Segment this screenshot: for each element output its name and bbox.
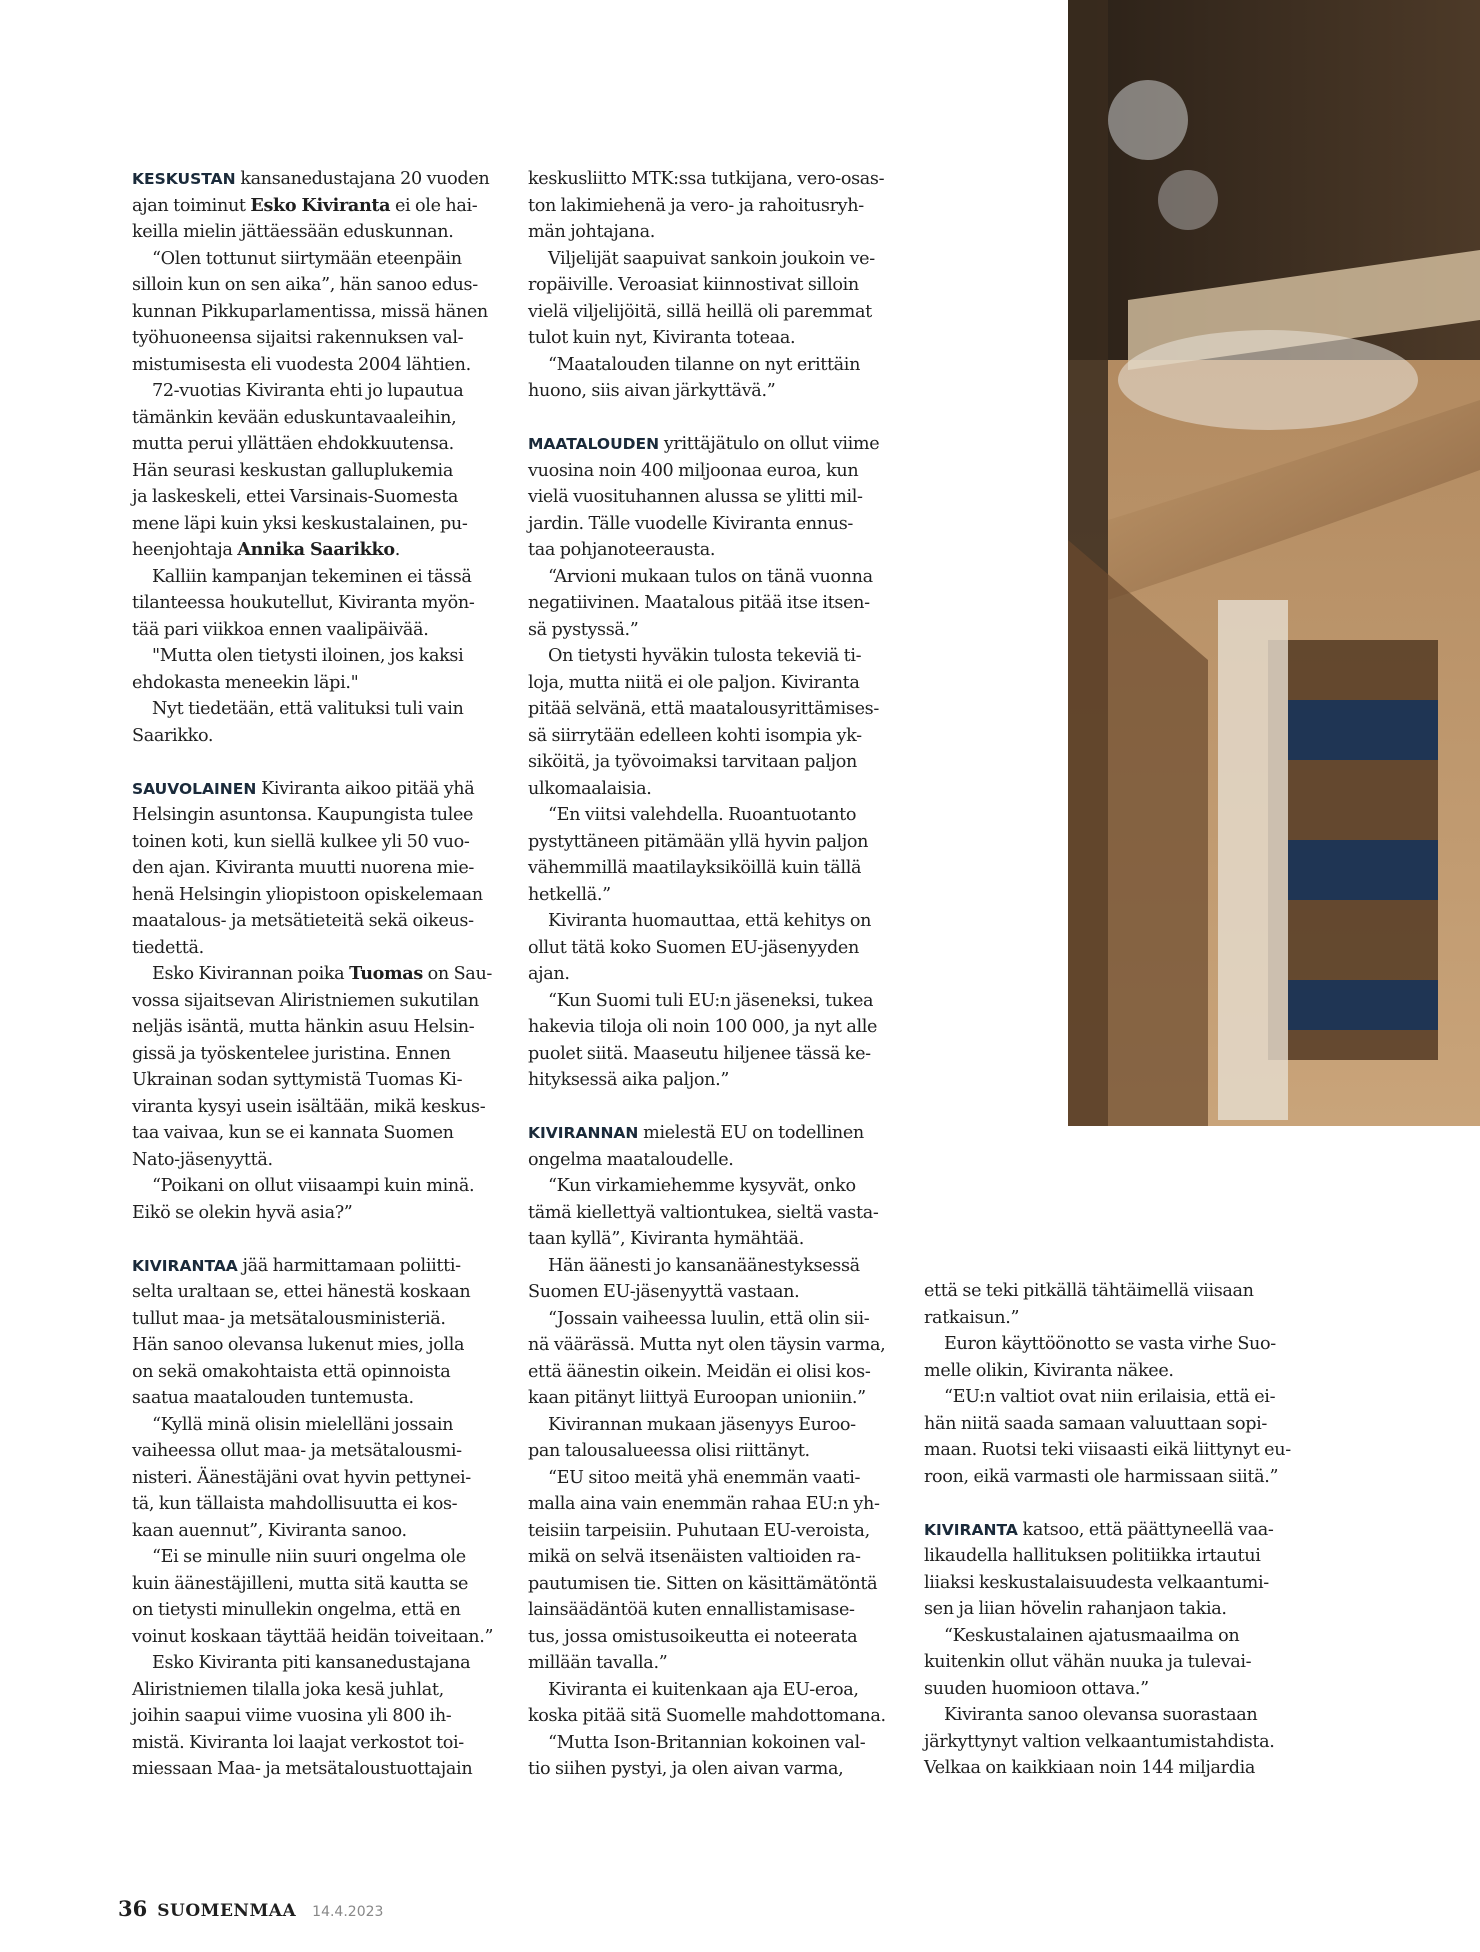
text-line xyxy=(528,1014,900,1041)
text-run: että se teki pitkällä tähtäimellä viisaan xyxy=(924,1281,1254,1301)
text-run: ehdokasta meneekin läpi." xyxy=(132,672,359,693)
text-line xyxy=(132,1571,504,1598)
text-run: ja laskeskeli, ettei Varsinais-Suomesta xyxy=(132,487,459,507)
text-line xyxy=(924,1623,1296,1650)
text-run: sen ja liian hövelin rahanjaon takia. xyxy=(924,1599,1227,1619)
text-run: nä väärässä. Mutta nyt olen täysin varma, xyxy=(528,1335,886,1355)
text-line xyxy=(528,458,900,485)
text-line xyxy=(528,193,900,220)
text-run: ongelma maataloudelle. xyxy=(528,1149,734,1170)
text-run: kaan auennut”, Kiviranta sanoo. xyxy=(132,1520,407,1541)
text-run: taan kyllä”, Kiviranta hymähtää. xyxy=(528,1229,804,1249)
text-run: ulkomaalaisia. xyxy=(528,778,652,799)
text-run: . xyxy=(394,540,400,560)
text-line xyxy=(924,1437,1296,1464)
text-run: mistä. Kiviranta loi laajat verkostot toi- xyxy=(132,1732,464,1753)
text-line xyxy=(528,246,900,273)
text-run: vossa sijaitsevan Aliristniemen sukutilan xyxy=(132,990,479,1011)
text-line xyxy=(132,246,504,273)
text-line xyxy=(528,1703,900,1730)
text-line xyxy=(132,1597,504,1624)
person-name: Annika Saarikko xyxy=(237,539,395,560)
text-line xyxy=(924,1729,1296,1756)
text-line xyxy=(528,1624,900,1651)
text-run: yrittäjätulo on ollut viime xyxy=(659,434,880,454)
text-line xyxy=(132,193,504,220)
text-run: selta uraltaan se, ettei hänestä koskaan xyxy=(132,1282,471,1302)
text-line xyxy=(132,1253,504,1280)
text-line xyxy=(528,1650,900,1677)
text-line xyxy=(132,696,504,723)
section-lead-word: KIVIRANTA xyxy=(924,1520,1018,1539)
text-run: keilla mielin jättäessään eduskunnan. xyxy=(132,222,454,242)
person-name: Esko Kiviranta xyxy=(250,194,391,216)
text-line xyxy=(132,961,504,988)
text-line xyxy=(132,643,504,670)
text-line xyxy=(924,1755,1296,1782)
text-run: keskusliitto MTK:ssa tutkijana, vero-osas- xyxy=(528,169,885,189)
text-run: On tietysti hyväkin tulosta tekeviä ti- xyxy=(548,646,862,666)
section-lead-word: KESKUSTAN xyxy=(132,170,236,188)
section-lead-word: SAUVOLAINEN xyxy=(132,779,257,798)
text-line xyxy=(132,1703,504,1730)
text-line xyxy=(132,670,504,697)
text-run: “EU:n valtiot ovat niin erilaisia, että ei- xyxy=(944,1387,1276,1407)
text-line xyxy=(132,484,504,511)
text-run: henä Helsingin yliopistoon opiskelemaan xyxy=(132,884,483,905)
text-line xyxy=(528,1438,900,1465)
text-line xyxy=(132,272,504,299)
text-run: “Jossain vaiheessa luulin, että olin sii- xyxy=(548,1308,870,1329)
text-line xyxy=(528,1385,900,1412)
text-line xyxy=(132,166,504,193)
text-line xyxy=(528,1041,900,1068)
text-run: katsoo, että päättyneellä vaa- xyxy=(1017,1519,1274,1540)
text-run: vielä vuosituhannen alussa se ylitti mil- xyxy=(528,487,863,507)
text-run: tio siihen pystyi, ja olen aivan varma, xyxy=(528,1759,844,1779)
text-line xyxy=(528,1147,900,1174)
text-run: Kalliin kampanjan tekeminen ei tässä xyxy=(152,566,472,587)
text-run: vuosina noin 400 miljoonaa euroa, kun xyxy=(528,460,859,481)
text-run: Velkaa on kaikkiaan noin 144 miljardia xyxy=(924,1758,1256,1778)
text-run: “Olen tottunut siirtymään eteenpäin xyxy=(152,248,462,269)
text-run: heenjohtaja xyxy=(132,540,238,560)
text-run: gissä ja työskentelee juristina. Ennen xyxy=(132,1043,451,1064)
text-line xyxy=(132,299,504,326)
text-run: saatua maatalouden tuntemusta. xyxy=(132,1388,414,1408)
text-line xyxy=(528,299,900,326)
text-line xyxy=(528,537,900,564)
text-line xyxy=(528,1571,900,1598)
text-line xyxy=(924,1411,1296,1438)
text-line xyxy=(924,1278,1296,1305)
text-run: kunnan Pikkuparlamentissa, missä hänen xyxy=(132,301,488,322)
text-run: ajan. xyxy=(528,964,570,984)
text-run: mutta perui yllättäen ehdokkuutensa. xyxy=(132,434,454,454)
text-line xyxy=(528,484,900,511)
text-line xyxy=(528,776,900,803)
text-line xyxy=(132,617,504,644)
text-line xyxy=(132,882,504,909)
text-run: ropäiville. Veroasiat kiinnostivat silloin xyxy=(528,275,859,295)
text-line xyxy=(528,855,900,882)
text-line xyxy=(528,1279,900,1306)
text-run: Kiviranta aikoo pitää yhä xyxy=(256,778,475,799)
text-line xyxy=(528,1226,900,1253)
text-line xyxy=(924,1702,1296,1729)
text-run: ratkaisun.” xyxy=(924,1307,1020,1328)
text-run: puolet siitä. Maaseutu hiljenee tässä ke- xyxy=(528,1043,871,1064)
text-line xyxy=(132,1624,504,1651)
text-run: hetkellä.” xyxy=(528,884,611,905)
text-run: pitää selvänä, että maatalousyrittämises- xyxy=(528,699,879,719)
text-line xyxy=(528,1200,900,1227)
text-run: tulot kuin nyt, Kiviranta toteaa. xyxy=(528,328,796,348)
text-run: “En viitsi valehdella. Ruoantuotanto xyxy=(548,805,857,825)
text-run: Kiviranta ei kuitenkaan aja EU-eroa, xyxy=(548,1679,859,1700)
text-line xyxy=(132,352,504,379)
text-run: Esko Kiviranta piti kansanedustajana xyxy=(152,1653,471,1673)
text-run: den ajan. Kiviranta muutti nuorena mie- xyxy=(132,858,474,878)
text-line xyxy=(132,1173,504,1200)
text-run: voinut koskaan täyttää heidän toiveitaan.” xyxy=(132,1626,494,1647)
text-run: Kiviranta sanoo olevansa suorastaan xyxy=(944,1705,1258,1725)
text-run: “Poikani on ollut viisaampi kuin minä. xyxy=(152,1176,475,1196)
text-line xyxy=(528,617,900,644)
text-run: Saarikko. xyxy=(132,725,214,746)
text-line xyxy=(132,1491,504,1518)
text-run: on Sau- xyxy=(422,964,493,984)
text-line xyxy=(132,908,504,935)
text-line xyxy=(924,1384,1296,1411)
page-number: 36 xyxy=(118,1896,148,1921)
text-line xyxy=(132,431,504,458)
text-line xyxy=(132,802,504,829)
text-line xyxy=(528,988,900,1015)
publication-name: SUOMENMAA xyxy=(157,1901,297,1921)
text-run: mene läpi kuin yksi keskustalainen, pu- xyxy=(132,513,468,534)
text-line xyxy=(528,723,900,750)
text-line xyxy=(132,1200,504,1227)
text-run: “Kun Suomi tuli EU:n jäseneksi, tukea xyxy=(548,990,874,1011)
text-run: lainsäädäntöä kuten ennallistamisase- xyxy=(528,1600,855,1620)
text-line xyxy=(132,511,504,538)
text-line xyxy=(132,1730,504,1757)
text-run: että äänestin oikein. Meidän ei olisi kos- xyxy=(528,1361,871,1382)
text-run: roon, eikä varmasti ole harmissaan siitä.” xyxy=(924,1466,1279,1487)
text-run: 72-vuotias Kiviranta ehti jo lupautua xyxy=(152,381,464,401)
text-line xyxy=(528,564,900,591)
text-line xyxy=(528,1173,900,1200)
text-run: millään tavalla.” xyxy=(528,1653,668,1673)
text-run: työhuoneensa sijaitsi rakennuksen val- xyxy=(132,328,464,348)
text-run: Aliristniemen tilalla joka kesä juhlat, xyxy=(132,1679,444,1700)
text-line xyxy=(528,1677,900,1704)
text-run: maatalous- ja metsätieteitä sekä oikeus- xyxy=(132,911,474,931)
text-line xyxy=(528,1756,900,1783)
text-run: mikä on selvä itsenäisten valtioiden ra- xyxy=(528,1547,861,1567)
text-line xyxy=(528,378,900,405)
text-line xyxy=(132,219,504,246)
text-line xyxy=(528,961,900,988)
text-run: huono, siis aivan järkyttävä.” xyxy=(528,381,776,401)
text-run: on tietysti minullekin ongelma, että en xyxy=(132,1600,461,1620)
text-run: Esko Kivirannan poika xyxy=(152,964,350,984)
text-run: miessaan Maa- ja metsätaloustuottajain xyxy=(132,1759,473,1779)
text-line xyxy=(132,1094,504,1121)
text-run: toinen koti, kun siellä kulkee yli 50 vuo- xyxy=(132,831,470,852)
text-line xyxy=(132,1041,504,1068)
text-run: Nyt tiedetään, että valituksi tuli vain xyxy=(152,699,464,719)
text-run: “Arvioni mukaan tulos on tänä vuonna xyxy=(548,566,873,587)
text-run: jardin. Tälle vuodelle Kiviranta ennus- xyxy=(528,513,853,534)
text-run: Ukrainan sodan syttymistä Tuomas Ki- xyxy=(132,1070,463,1090)
text-run: hän niitä saada samaan valuuttaan sopi- xyxy=(924,1413,1268,1434)
text-line xyxy=(528,696,900,723)
text-run: mielestä EU on todellinen xyxy=(638,1123,864,1143)
text-run: viranta kysyi usein isältään, mikä keskus- xyxy=(132,1096,486,1117)
text-run: Euron käyttöönotto se vasta virhe Suo- xyxy=(944,1334,1276,1354)
text-line xyxy=(528,431,900,458)
text-line xyxy=(132,325,504,352)
text-line xyxy=(132,1120,504,1147)
text-run: “Mutta Ison-Britannian kokoinen val- xyxy=(548,1732,866,1753)
text-run: Nato-jäsenyyttä. xyxy=(132,1149,273,1170)
text-line xyxy=(528,802,900,829)
text-run: vähemmillä maatilayksiköillä kuin tällä xyxy=(528,858,862,878)
text-line xyxy=(528,1067,900,1094)
text-line xyxy=(528,935,900,962)
text-line xyxy=(528,1544,900,1571)
interior-photo-icon xyxy=(1068,0,1480,1126)
text-run: Kivirannan mukaan jäsenyys Euroo- xyxy=(548,1414,856,1435)
text-line xyxy=(528,1120,900,1147)
text-line xyxy=(528,1597,900,1624)
text-line xyxy=(132,564,504,591)
text-line xyxy=(528,1412,900,1439)
text-line xyxy=(528,219,900,246)
text-run: tää pari viikkoa ennen vaalipäivää. xyxy=(132,619,429,640)
text-line xyxy=(132,776,504,803)
text-run: kaan pitänyt liittyä Euroopan unioniin.” xyxy=(528,1388,866,1408)
text-run: on sekä omakohtaista että opinnoista xyxy=(132,1361,451,1382)
issue-date: 14.4.2023 xyxy=(312,1904,384,1920)
text-line xyxy=(132,1465,504,1492)
text-run: Viljelijät saapuivat sankoin joukoin ve- xyxy=(548,248,875,269)
text-line xyxy=(924,1649,1296,1676)
text-line xyxy=(528,1253,900,1280)
text-line xyxy=(528,1465,900,1492)
text-line xyxy=(132,1306,504,1333)
text-line xyxy=(132,855,504,882)
text-line xyxy=(132,1650,504,1677)
text-run: Hän sanoo olevansa lukenut mies, jolla xyxy=(132,1335,465,1355)
text-run: kansanedustajana 20 vuoden xyxy=(235,169,490,189)
text-run: loja, mutta niitä ei ole paljon. Kiviranta xyxy=(528,672,860,693)
section-lead-word: KIVIRANNAN xyxy=(528,1124,639,1142)
text-line xyxy=(132,1677,504,1704)
text-run: sä siirrytään edelleen kohti isompia yk- xyxy=(528,725,862,746)
text-run: “Keskustalainen ajatusmaailma on xyxy=(944,1625,1240,1646)
text-line xyxy=(132,723,504,750)
text-run: ollut tätä koko Suomen EU-jäsenyyden xyxy=(528,937,859,958)
text-run: tullut maa- ja metsätalousministeriä. xyxy=(132,1308,446,1329)
text-line xyxy=(132,1412,504,1439)
text-line xyxy=(132,1014,504,1041)
text-run: silloin kun on sen aika”, hän sanoo edus- xyxy=(132,275,478,295)
text-run: likaudella hallituksen politiikka irtautui xyxy=(924,1546,1261,1566)
text-line xyxy=(528,325,900,352)
text-line xyxy=(528,1491,900,1518)
article-column-1 xyxy=(132,166,504,1783)
text-line xyxy=(132,537,504,564)
text-line xyxy=(924,1543,1296,1570)
text-run: ajan toiminut xyxy=(132,195,251,216)
text-run: teisiin tarpeisiin. Puhutaan EU-veroista, xyxy=(528,1520,870,1541)
text-line xyxy=(528,511,900,538)
text-run: tämänkin kevään eduskuntavaaleihin, xyxy=(132,407,457,428)
text-run: joihin saapui viime vuosina yli 800 ih- xyxy=(132,1706,452,1726)
text-line xyxy=(528,1359,900,1386)
text-run: “Maatalouden tilanne on nyt erittäin xyxy=(548,354,861,375)
text-run: “Ei se minulle niin suuri ongelma ole xyxy=(152,1547,466,1567)
text-run: tilanteessa houkutellut, Kiviranta myön- xyxy=(132,593,475,613)
text-line xyxy=(132,1147,504,1174)
text-line xyxy=(132,1518,504,1545)
text-run: män johtajana. xyxy=(528,222,655,242)
text-run: sä pystyssä.” xyxy=(528,619,639,640)
text-line xyxy=(132,1756,504,1783)
text-line xyxy=(528,908,900,935)
text-line xyxy=(924,1331,1296,1358)
section-lead-word: MAATALOUDEN xyxy=(528,435,660,453)
text-line xyxy=(132,1067,504,1094)
text-run: pan talousalueessa olisi riittänyt. xyxy=(528,1441,810,1461)
text-line xyxy=(924,1464,1296,1491)
text-run: tus, jossa omistusoikeutta ei noteerata xyxy=(528,1626,858,1647)
text-run: malla aina vain enemmän rahaa EU:n yh- xyxy=(528,1494,880,1514)
text-run: melle olikin, Kiviranta näkee. xyxy=(924,1360,1174,1381)
text-line xyxy=(132,405,504,432)
text-run: hityksessä aika paljon.” xyxy=(528,1070,730,1090)
article-column-3 xyxy=(924,1278,1296,1782)
text-line xyxy=(132,829,504,856)
text-run: pystyttäneen pitämään yllä hyvin paljon xyxy=(528,831,869,852)
text-run: vielä viljelijöitä, sillä heillä oli paremmat xyxy=(528,301,872,322)
text-line xyxy=(132,988,504,1015)
article-column-2 xyxy=(528,166,900,1783)
text-line xyxy=(528,829,900,856)
text-line xyxy=(132,458,504,485)
text-line xyxy=(924,1570,1296,1597)
text-run: pautumisen tie. Sitten on käsittämätöntä xyxy=(528,1573,878,1594)
text-run: nisteri. Äänestäjäni ovat hyvin pettynei- xyxy=(132,1467,471,1488)
text-run: siköitä, ja työvoimaksi tarvitaan paljon xyxy=(528,752,857,772)
text-line xyxy=(528,643,900,670)
text-run: Eikö se olekin hyvä asia?” xyxy=(132,1202,353,1223)
text-line xyxy=(924,1676,1296,1703)
text-line xyxy=(528,590,900,617)
text-run: ei ole hai- xyxy=(390,195,478,216)
text-line xyxy=(528,882,900,909)
text-run: neljäs isäntä, mutta hänkin asuu Helsin- xyxy=(132,1017,475,1037)
text-run: Helsingin asuntonsa. Kaupungista tulee xyxy=(132,805,474,825)
text-line xyxy=(528,1730,900,1757)
text-line xyxy=(528,166,900,193)
text-line xyxy=(132,1544,504,1571)
text-run: “Kun virkamiehemme kysyvät, onko xyxy=(548,1176,856,1196)
section-lead-word: KIVIRANTAA xyxy=(132,1256,238,1275)
text-run: tämä kiellettyä valtiontukea, sieltä vasta- xyxy=(528,1202,879,1223)
text-run: Hän seurasi keskustan galluplukemia xyxy=(132,460,453,481)
text-line xyxy=(132,1438,504,1465)
text-run: vaiheessa ollut maa- ja metsätalousmi- xyxy=(132,1441,462,1461)
text-run: Kiviranta huomauttaa, että kehitys on xyxy=(548,911,872,931)
text-line xyxy=(528,1306,900,1333)
text-run: mistumisesta eli vuodesta 2004 lähtien. xyxy=(132,354,471,375)
text-line xyxy=(528,272,900,299)
text-run: hakevia tiloja oli noin 100 000, ja nyt alle xyxy=(528,1017,878,1037)
text-line xyxy=(528,749,900,776)
text-line xyxy=(528,1332,900,1359)
person-name: Tuomas xyxy=(349,963,423,984)
text-run: maan. Ruotsi teki viisaasti eikä liittynyt eu- xyxy=(924,1440,1291,1460)
text-run: liiaksi keskustalaisuudesta velkaantumi- xyxy=(924,1572,1269,1593)
text-run: jää harmittamaan poliitti- xyxy=(237,1255,461,1276)
text-line xyxy=(924,1596,1296,1623)
text-run: tiedettä. xyxy=(132,937,204,958)
text-run: taa vaivaa, kun se ei kannata Suomen xyxy=(132,1123,454,1143)
text-line xyxy=(528,1518,900,1545)
text-run: ton lakimiehenä ja vero- ja rahoitusryh- xyxy=(528,195,864,216)
text-run: negatiivinen. Maatalous pitää itse itsen- xyxy=(528,593,870,613)
text-line xyxy=(924,1517,1296,1544)
text-run: Suomen EU-jäsenyyttä vastaan. xyxy=(528,1282,800,1302)
text-line xyxy=(924,1305,1296,1332)
text-line xyxy=(132,1332,504,1359)
text-run: koska pitää sitä Suomelle mahdottomana. xyxy=(528,1706,886,1726)
text-run: Hän äänesti jo kansanäänestyksessä xyxy=(548,1255,860,1276)
text-run: kuitenkin ollut vähän nuuka ja tulevai- xyxy=(924,1652,1252,1672)
text-line xyxy=(132,378,504,405)
page-footer xyxy=(118,1896,383,1921)
text-run: "Mutta olen tietysti iloinen, jos kaksi xyxy=(152,646,464,666)
text-run: taa pohjanoteerausta. xyxy=(528,540,716,560)
text-line xyxy=(132,1385,504,1412)
text-line xyxy=(132,935,504,962)
text-run: kuin äänestäjilleni, mutta sitä kautta se xyxy=(132,1573,469,1594)
text-line xyxy=(132,590,504,617)
text-line xyxy=(132,1279,504,1306)
text-line xyxy=(528,670,900,697)
text-run: järkyttynyt valtion velkaantumistahdista. xyxy=(924,1731,1275,1752)
text-line xyxy=(924,1358,1296,1385)
text-line xyxy=(528,352,900,379)
interior-photo xyxy=(1068,0,1480,1126)
text-run: “EU sitoo meitä yhä enemmän vaati- xyxy=(548,1467,861,1488)
text-run: tä, kun tällaista mahdollisuutta ei kos- xyxy=(132,1494,458,1514)
text-run: suuden huomioon ottava.” xyxy=(924,1678,1149,1699)
text-line xyxy=(132,1359,504,1386)
text-run: “Kyllä minä olisin mielelläni jossain xyxy=(152,1414,454,1435)
